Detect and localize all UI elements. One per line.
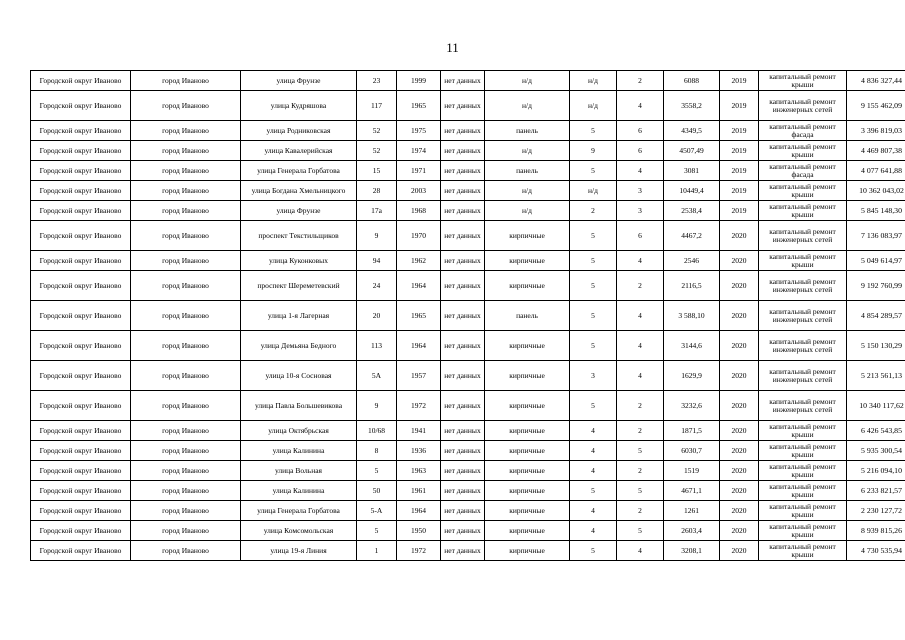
area-cell: 2603,4 [664, 521, 720, 541]
wall-material-cell: кирпичные [485, 461, 570, 481]
area-cell: 3208,1 [664, 541, 720, 561]
entrances-cell: 4 [617, 301, 664, 331]
street-cell: улица Кавалерийская [241, 141, 357, 161]
cost-cell: 10 340 117,62 [847, 391, 905, 421]
plan-year-cell: 2020 [720, 481, 759, 501]
house-number-cell: 52 [357, 141, 397, 161]
status-cell: нет данных [441, 301, 485, 331]
cost-cell: 9 155 462,09 [847, 91, 905, 121]
floors-cell: 4 [570, 461, 617, 481]
plan-year-cell: 2019 [720, 161, 759, 181]
entrances-cell: 2 [617, 391, 664, 421]
build-year-cell: 1975 [397, 121, 441, 141]
area-cell: 2116,5 [664, 271, 720, 301]
entrances-cell: 5 [617, 481, 664, 501]
build-year-cell: 1964 [397, 501, 441, 521]
status-cell: нет данных [441, 521, 485, 541]
floors-cell: н/д [570, 71, 617, 91]
plan-year-cell: 2020 [720, 271, 759, 301]
wall-material-cell: н/д [485, 201, 570, 221]
table-row [31, 221, 905, 251]
status-cell: нет данных [441, 71, 485, 91]
city-cell: город Иваново [131, 301, 241, 331]
district-cell: Городской округ Иваново [31, 421, 131, 441]
work-type-cell: капитальный ремонт инженерных сетей [759, 221, 847, 251]
plan-year-cell: 2020 [720, 301, 759, 331]
floors-cell: 5 [570, 121, 617, 141]
street-cell: улица Генерала Горбатова [241, 161, 357, 181]
entrances-cell: 4 [617, 361, 664, 391]
build-year-cell: 1950 [397, 521, 441, 541]
city-cell: город Иваново [131, 201, 241, 221]
city-cell: город Иваново [131, 501, 241, 521]
house-number-cell: 5 [357, 521, 397, 541]
table-row [31, 461, 905, 481]
city-cell: город Иваново [131, 121, 241, 141]
entrances-cell: 6 [617, 141, 664, 161]
street-cell: улица Павла Большевикова [241, 391, 357, 421]
work-type-cell: капитальный ремонт инженерных сетей [759, 361, 847, 391]
cost-cell: 5 150 130,29 [847, 331, 905, 361]
city-cell: город Иваново [131, 481, 241, 501]
status-cell: нет данных [441, 141, 485, 161]
house-number-cell: 94 [357, 251, 397, 271]
area-cell: 4467,2 [664, 221, 720, 251]
city-cell: город Иваново [131, 71, 241, 91]
work-type-cell: капитальный ремонт крыши [759, 201, 847, 221]
house-number-cell: 15 [357, 161, 397, 181]
entrances-cell: 4 [617, 251, 664, 271]
build-year-cell: 1964 [397, 271, 441, 301]
plan-year-cell: 2020 [720, 521, 759, 541]
build-year-cell: 1965 [397, 301, 441, 331]
street-cell: улица Демьяна Бедного [241, 331, 357, 361]
house-number-cell: 5 [357, 461, 397, 481]
wall-material-cell: кирпичные [485, 421, 570, 441]
table-row [31, 331, 905, 361]
area-cell: 3558,2 [664, 91, 720, 121]
work-type-cell: капитальный ремонт крыши [759, 421, 847, 441]
table-row [31, 271, 905, 301]
area-cell: 1871,5 [664, 421, 720, 441]
plan-year-cell: 2019 [720, 201, 759, 221]
street-cell: улица Генерала Горбатова [241, 501, 357, 521]
area-cell: 2546 [664, 251, 720, 271]
status-cell: нет данных [441, 121, 485, 141]
wall-material-cell: кирпичные [485, 271, 570, 301]
plan-year-cell: 2020 [720, 541, 759, 561]
plan-year-cell: 2020 [720, 421, 759, 441]
district-cell: Городской округ Иваново [31, 161, 131, 181]
status-cell: нет данных [441, 271, 485, 301]
cost-cell: 10 362 043,02 [847, 181, 905, 201]
plan-year-cell: 2019 [720, 181, 759, 201]
area-cell: 4671,1 [664, 481, 720, 501]
plan-year-cell: 2020 [720, 221, 759, 251]
plan-year-cell: 2020 [720, 391, 759, 421]
work-type-cell: капитальный ремонт крыши [759, 541, 847, 561]
cost-cell: 5 216 094,10 [847, 461, 905, 481]
table-row [31, 251, 905, 271]
entrances-cell: 6 [617, 121, 664, 141]
cost-cell: 5 213 561,13 [847, 361, 905, 391]
wall-material-cell: кирпичные [485, 331, 570, 361]
table-row [31, 181, 905, 201]
work-type-cell: капитальный ремонт крыши [759, 461, 847, 481]
status-cell: нет данных [441, 221, 485, 251]
work-type-cell: капитальный ремонт фасада [759, 161, 847, 181]
entrances-cell: 5 [617, 441, 664, 461]
city-cell: город Иваново [131, 541, 241, 561]
plan-year-cell: 2019 [720, 121, 759, 141]
page-number: 11 [446, 40, 459, 55]
street-cell: улица Кудряшова [241, 91, 357, 121]
floors-cell: 5 [570, 161, 617, 181]
district-cell: Городской округ Иваново [31, 91, 131, 121]
entrances-cell: 4 [617, 541, 664, 561]
work-type-cell: капитальный ремонт крыши [759, 441, 847, 461]
work-type-cell: капитальный ремонт крыши [759, 141, 847, 161]
plan-year-cell: 2019 [720, 71, 759, 91]
floors-cell: 4 [570, 501, 617, 521]
cost-cell: 3 396 819,03 [847, 121, 905, 141]
table-row [31, 391, 905, 421]
table-row [31, 141, 905, 161]
district-cell: Городской округ Иваново [31, 441, 131, 461]
work-type-cell: капитальный ремонт инженерных сетей [759, 391, 847, 421]
status-cell: нет данных [441, 461, 485, 481]
wall-material-cell: кирпичные [485, 221, 570, 251]
entrances-cell: 4 [617, 91, 664, 121]
plan-year-cell: 2020 [720, 441, 759, 461]
entrances-cell: 4 [617, 161, 664, 181]
table-row [31, 201, 905, 221]
cost-cell: 4 854 289,57 [847, 301, 905, 331]
wall-material-cell: н/д [485, 91, 570, 121]
build-year-cell: 1964 [397, 331, 441, 361]
floors-cell: 5 [570, 301, 617, 331]
area-cell: 6030,7 [664, 441, 720, 461]
build-year-cell: 1972 [397, 541, 441, 561]
floors-cell: 4 [570, 421, 617, 441]
street-cell: улица Родниковская [241, 121, 357, 141]
city-cell: город Иваново [131, 461, 241, 481]
build-year-cell: 1968 [397, 201, 441, 221]
floors-cell: н/д [570, 181, 617, 201]
city-cell: город Иваново [131, 141, 241, 161]
status-cell: нет данных [441, 501, 485, 521]
floors-cell: 5 [570, 331, 617, 361]
district-cell: Городской округ Иваново [31, 121, 131, 141]
wall-material-cell: кирпичные [485, 521, 570, 541]
district-cell: Городской округ Иваново [31, 141, 131, 161]
city-cell: город Иваново [131, 221, 241, 251]
work-type-cell: капитальный ремонт инженерных сетей [759, 301, 847, 331]
status-cell: нет данных [441, 251, 485, 271]
status-cell: нет данных [441, 161, 485, 181]
table-row [31, 121, 905, 141]
entrances-cell: 6 [617, 221, 664, 251]
work-type-cell: капитальный ремонт инженерных сетей [759, 271, 847, 301]
house-number-cell: 113 [357, 331, 397, 361]
table-row [31, 361, 905, 391]
work-type-cell: капитальный ремонт фасада [759, 121, 847, 141]
wall-material-cell: кирпичные [485, 481, 570, 501]
house-number-cell: 20 [357, 301, 397, 331]
street-cell: улица Калинина [241, 481, 357, 501]
house-number-cell: 9 [357, 391, 397, 421]
wall-material-cell: кирпичные [485, 391, 570, 421]
plan-year-cell: 2019 [720, 91, 759, 121]
district-cell: Городской округ Иваново [31, 251, 131, 271]
district-cell: Городской округ Иваново [31, 461, 131, 481]
table-row [31, 301, 905, 331]
floors-cell: 5 [570, 251, 617, 271]
house-number-cell: 117 [357, 91, 397, 121]
house-number-cell: 1 [357, 541, 397, 561]
street-cell: улица Фрунзе [241, 201, 357, 221]
district-cell: Городской округ Иваново [31, 71, 131, 91]
table-row [31, 91, 905, 121]
wall-material-cell: кирпичные [485, 361, 570, 391]
street-cell: улица Комсомольская [241, 521, 357, 541]
floors-cell: 4 [570, 521, 617, 541]
work-type-cell: капитальный ремонт крыши [759, 251, 847, 271]
street-cell: улица 1-я Лагерная [241, 301, 357, 331]
build-year-cell: 1961 [397, 481, 441, 501]
floors-cell: 3 [570, 361, 617, 391]
plan-year-cell: 2020 [720, 361, 759, 391]
build-year-cell: 1963 [397, 461, 441, 481]
work-type-cell: капитальный ремонт крыши [759, 521, 847, 541]
area-cell: 3 588,10 [664, 301, 720, 331]
cost-cell: 7 136 083,97 [847, 221, 905, 251]
floors-cell: 5 [570, 221, 617, 251]
district-cell: Городской округ Иваново [31, 361, 131, 391]
district-cell: Городской округ Иваново [31, 501, 131, 521]
street-cell: проспект Текстильщиков [241, 221, 357, 251]
city-cell: город Иваново [131, 161, 241, 181]
entrances-cell: 2 [617, 421, 664, 441]
plan-year-cell: 2020 [720, 461, 759, 481]
entrances-cell: 2 [617, 461, 664, 481]
district-cell: Городской округ Иваново [31, 201, 131, 221]
work-type-cell: капитальный ремонт инженерных сетей [759, 331, 847, 361]
work-type-cell: капитальный ремонт крыши [759, 181, 847, 201]
area-cell: 1261 [664, 501, 720, 521]
status-cell: нет данных [441, 441, 485, 461]
city-cell: город Иваново [131, 181, 241, 201]
city-cell: город Иваново [131, 91, 241, 121]
floors-cell: 2 [570, 201, 617, 221]
house-number-cell: 5А [357, 361, 397, 391]
wall-material-cell: н/д [485, 141, 570, 161]
cost-cell: 5 935 300,54 [847, 441, 905, 461]
entrances-cell: 2 [617, 501, 664, 521]
wall-material-cell: панель [485, 301, 570, 331]
area-cell: 4349,5 [664, 121, 720, 141]
house-number-cell: 10/68 [357, 421, 397, 441]
house-number-cell: 8 [357, 441, 397, 461]
floors-cell: 5 [570, 391, 617, 421]
cost-cell: 6 426 543,85 [847, 421, 905, 441]
plan-year-cell: 2019 [720, 141, 759, 161]
table-row [31, 481, 905, 501]
table-row [31, 71, 905, 91]
build-year-cell: 1962 [397, 251, 441, 271]
city-cell: город Иваново [131, 331, 241, 361]
wall-material-cell: панель [485, 121, 570, 141]
area-cell: 3081 [664, 161, 720, 181]
street-cell: улица Богдана Хмельницкого [241, 181, 357, 201]
street-cell: улица Куконковых [241, 251, 357, 271]
cost-cell: 6 233 821,57 [847, 481, 905, 501]
street-cell: улица Фрунзе [241, 71, 357, 91]
floors-cell: н/д [570, 91, 617, 121]
entrances-cell: 5 [617, 521, 664, 541]
area-cell: 2538,4 [664, 201, 720, 221]
floors-cell: 5 [570, 271, 617, 301]
status-cell: нет данных [441, 541, 485, 561]
cost-cell: 4 836 327,44 [847, 71, 905, 91]
street-cell: проспект Шереметевский [241, 271, 357, 301]
cost-cell: 8 939 815,26 [847, 521, 905, 541]
house-number-cell: 28 [357, 181, 397, 201]
house-number-cell: 17а [357, 201, 397, 221]
work-type-cell: капитальный ремонт крыши [759, 501, 847, 521]
table-row [31, 501, 905, 521]
district-cell: Городской округ Иваново [31, 481, 131, 501]
work-type-cell: капитальный ремонт инженерных сетей [759, 91, 847, 121]
status-cell: нет данных [441, 481, 485, 501]
wall-material-cell: н/д [485, 71, 570, 91]
table-row [31, 421, 905, 441]
city-cell: город Иваново [131, 421, 241, 441]
entrances-cell: 2 [617, 71, 664, 91]
entrances-cell: 4 [617, 331, 664, 361]
area-cell: 3232,6 [664, 391, 720, 421]
work-type-cell: капитальный ремонт крыши [759, 481, 847, 501]
district-cell: Городской округ Иваново [31, 521, 131, 541]
build-year-cell: 1972 [397, 391, 441, 421]
city-cell: город Иваново [131, 521, 241, 541]
house-number-cell: 23 [357, 71, 397, 91]
wall-material-cell: кирпичные [485, 541, 570, 561]
build-year-cell: 1970 [397, 221, 441, 251]
area-cell: 6088 [664, 71, 720, 91]
build-year-cell: 1999 [397, 71, 441, 91]
wall-material-cell: н/д [485, 181, 570, 201]
street-cell: улица 10-я Сосновая [241, 361, 357, 391]
build-year-cell: 1957 [397, 361, 441, 391]
status-cell: нет данных [441, 201, 485, 221]
plan-year-cell: 2020 [720, 501, 759, 521]
city-cell: город Иваново [131, 361, 241, 391]
table-row [31, 161, 905, 181]
status-cell: нет данных [441, 421, 485, 441]
floors-cell: 9 [570, 141, 617, 161]
area-cell: 1519 [664, 461, 720, 481]
cost-cell: 4 077 641,88 [847, 161, 905, 181]
entrances-cell: 3 [617, 201, 664, 221]
wall-material-cell: кирпичные [485, 501, 570, 521]
entrances-cell: 3 [617, 181, 664, 201]
build-year-cell: 1971 [397, 161, 441, 181]
status-cell: нет данных [441, 361, 485, 391]
area-cell: 4507,49 [664, 141, 720, 161]
street-cell: улица Калинина [241, 441, 357, 461]
build-year-cell: 1974 [397, 141, 441, 161]
house-number-cell: 50 [357, 481, 397, 501]
cost-cell: 4 469 807,38 [847, 141, 905, 161]
district-cell: Городской округ Иваново [31, 181, 131, 201]
district-cell: Городской округ Иваново [31, 391, 131, 421]
city-cell: город Иваново [131, 271, 241, 301]
build-year-cell: 2003 [397, 181, 441, 201]
cost-cell: 5 845 148,30 [847, 201, 905, 221]
district-cell: Городской округ Иваново [31, 221, 131, 251]
district-cell: Городской округ Иваново [31, 331, 131, 361]
status-cell: нет данных [441, 91, 485, 121]
area-cell: 1629,9 [664, 361, 720, 391]
district-cell: Городской округ Иваново [31, 301, 131, 331]
cost-cell: 5 049 614,97 [847, 251, 905, 271]
build-year-cell: 1965 [397, 91, 441, 121]
table-row [31, 521, 905, 541]
district-cell: Городской округ Иваново [31, 541, 131, 561]
entrances-cell: 2 [617, 271, 664, 301]
plan-year-cell: 2020 [720, 251, 759, 271]
wall-material-cell: панель [485, 161, 570, 181]
build-year-cell: 1936 [397, 441, 441, 461]
street-cell: улица Октябрьская [241, 421, 357, 441]
city-cell: город Иваново [131, 251, 241, 271]
wall-material-cell: кирпичные [485, 251, 570, 271]
status-cell: нет данных [441, 331, 485, 361]
house-number-cell: 52 [357, 121, 397, 141]
floors-cell: 4 [570, 441, 617, 461]
house-number-cell: 9 [357, 221, 397, 251]
city-cell: город Иваново [131, 391, 241, 421]
house-number-cell: 5-А [357, 501, 397, 521]
table-row [31, 441, 905, 461]
area-cell: 10449,4 [664, 181, 720, 201]
wall-material-cell: кирпичные [485, 441, 570, 461]
build-year-cell: 1941 [397, 421, 441, 441]
cost-cell: 4 730 535,94 [847, 541, 905, 561]
city-cell: город Иваново [131, 441, 241, 461]
plan-year-cell: 2020 [720, 331, 759, 361]
status-cell: нет данных [441, 391, 485, 421]
status-cell: нет данных [441, 181, 485, 201]
street-cell: улица Вольная [241, 461, 357, 481]
district-cell: Городской округ Иваново [31, 271, 131, 301]
street-cell: улица 19-я Линия [241, 541, 357, 561]
area-cell: 3144,6 [664, 331, 720, 361]
cost-cell: 2 230 127,72 [847, 501, 905, 521]
housing-repair-table [30, 70, 905, 561]
floors-cell: 5 [570, 541, 617, 561]
table-row [31, 541, 905, 561]
floors-cell: 5 [570, 481, 617, 501]
work-type-cell: капитальный ремонт крыши [759, 71, 847, 91]
house-number-cell: 24 [357, 271, 397, 301]
cost-cell: 9 192 760,99 [847, 271, 905, 301]
